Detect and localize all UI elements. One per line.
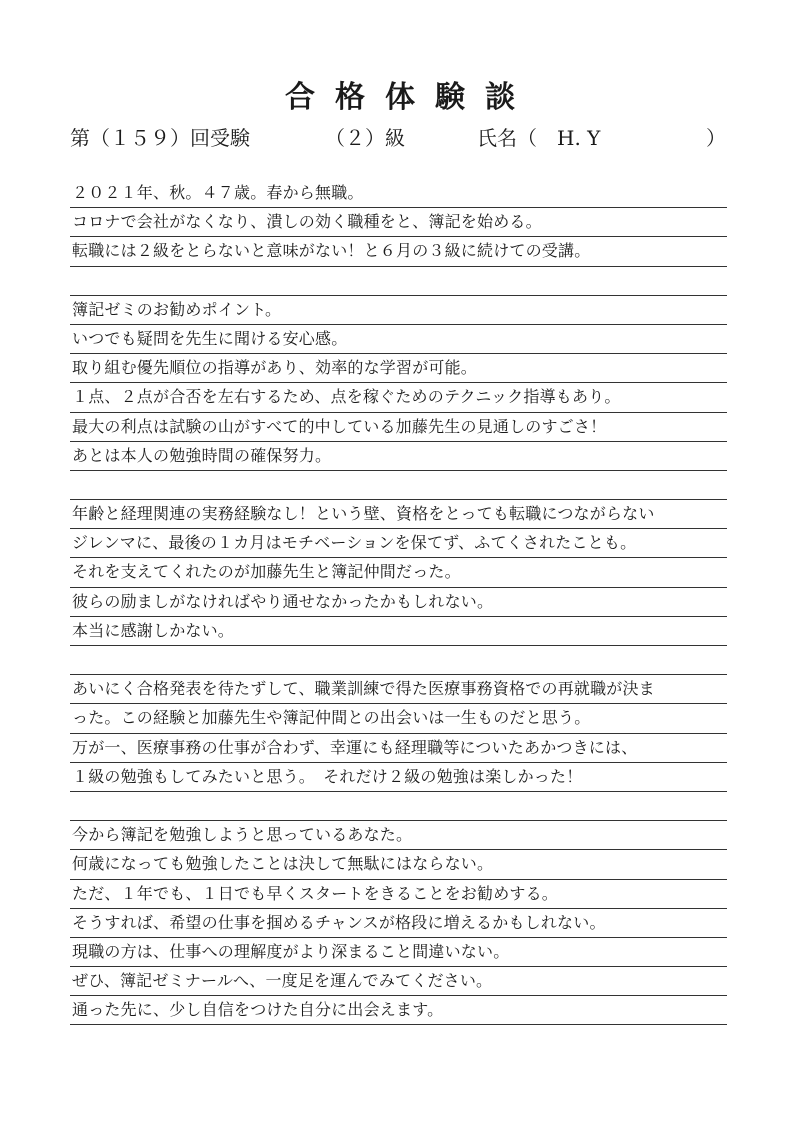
exam-grade: （２）級 (325, 126, 405, 150)
essay-line: ジレンマに、最後の１カ月はモチベーションを保てず、ふてくされたことも。 (70, 529, 727, 558)
essay-line (70, 792, 727, 821)
essay-line: 今から簿記を勉強しようと思っているあなた。 (70, 821, 727, 850)
essay-line: 最大の利点は試験の山がすべて的中している加藤先生の見通しのすごさ！ (70, 413, 727, 442)
essay-line: った。この経験と加藤先生や簿記仲間との出会いは一生ものだと思う。 (70, 704, 727, 733)
essay-line: そうすれば、希望の仕事を掴めるチャンスが格段に増えるかもしれない。 (70, 909, 727, 938)
essay-line: ただ、１年でも、１日でも早くスタートをきることをお勧めする。 (70, 880, 727, 909)
essay-line: あとは本人の勉強時間の確保努力。 (70, 442, 727, 471)
page-title: 合格体験談 (285, 80, 535, 115)
essay-line: １級の勉強もしてみたいと思う。 それだけ２級の勉強は楽しかった！ (70, 763, 727, 792)
essay-line: １点、２点が合否を左右するため、点を稼ぐためのテクニック指導もあり。 (70, 383, 727, 412)
essay-line: 万が一、医療事務の仕事が合わず、幸運にも経理職等についたあかつきには、 (70, 734, 727, 763)
essay-line (70, 267, 727, 296)
essay-line: 簿記ゼミのお勧めポイント。 (70, 296, 727, 325)
essay-line: いつでも疑問を先生に聞ける安心感。 (70, 325, 727, 354)
essay-line: 本当に感謝しかない。 (70, 617, 727, 646)
examinee-name: 氏名（ H. Y (477, 126, 601, 150)
essay-line: あいにく合格発表を待たずして、職業訓練で得た医療事務資格での再就職が決ま (70, 675, 727, 704)
essay-line: それを支えてくれたのが加藤先生と簿記仲間だった。 (70, 558, 727, 587)
name-close-paren: ） (706, 126, 726, 150)
essay-line: 年齢と経理関連の実務経験なし！という壁、資格をとっても転職につながらない (70, 500, 727, 529)
essay-line: 現職の方は、仕事への理解度がより深まること間違いない。 (70, 938, 727, 967)
essay-line: コロナで会社がなくなり、潰しの効く職種をと、簿記を始める。 (70, 208, 727, 237)
essay-body (70, 179, 727, 1025)
essay-line: ぜひ、簿記ゼミナールへ、一度足を運んでみてください。 (70, 967, 727, 996)
essay-line: 転職には２級をとらないと意味がない！と６月の３級に続けての受講。 (70, 237, 727, 266)
essay-line: 通った先に、少し自信をつけた自分に出会えます。 (70, 996, 727, 1025)
essay-line: 何歳になっても勉強したことは決して無駄にはならない。 (70, 850, 727, 879)
essay-line: 取り組む優先順位の指導があり、効率的な学習が可能。 (70, 354, 727, 383)
essay-line (70, 646, 727, 675)
essay-line (70, 471, 727, 500)
exam-session: 第（１５９）回受験 (70, 126, 250, 150)
essay-line: ２０２１年、秋。４７歳。春から無職。 (70, 179, 727, 208)
essay-line: 彼らの励ましがなければやり通せなかったかもしれない。 (70, 588, 727, 617)
